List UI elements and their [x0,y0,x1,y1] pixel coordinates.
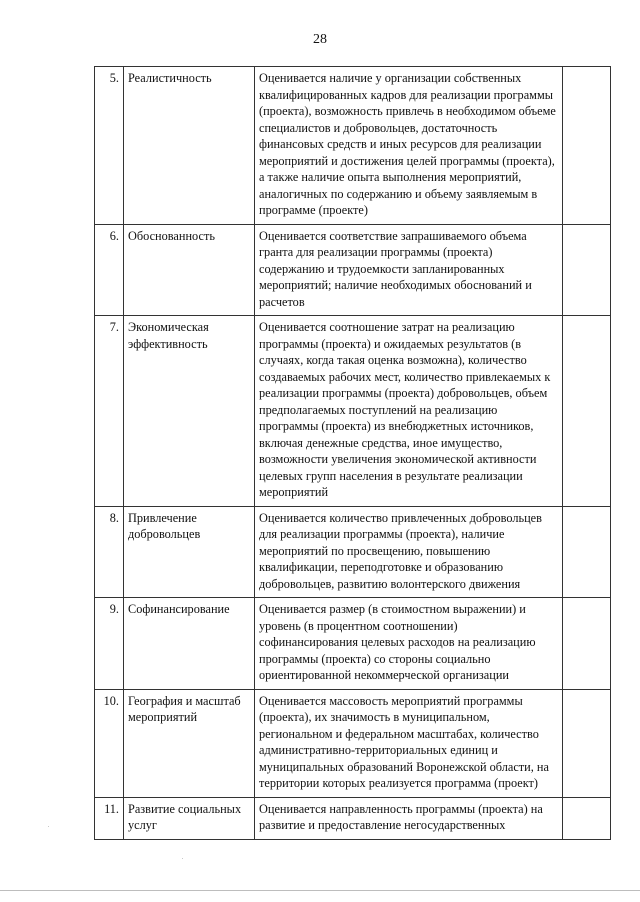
row-number: 7. [95,316,124,507]
criterion-description: Оценивается наличие у организации собственных квалифицированных кадров для реализации программы (проекта), возможность привлечь в необходимом объеме специалистов и добровольцев, достаточность финансовых средств и иных ресурсов для реализации мероприятий и достижения целей программы (проекта), а также наличие опыта выполнения мероприятий, аналогичных по содержанию и объему заявляемым в программе (проекте) [255,67,563,225]
table-row [95,598,611,690]
score-cell [563,67,611,225]
row-number: 11. [95,797,124,839]
row-number: 6. [95,224,124,316]
row-number: 10. [95,689,124,797]
scan-edge-line [0,890,640,891]
criterion-name: Обоснованность [124,224,255,316]
criterion-description: Оценивается количество привлеченных добровольцев для реализации программы (проекта), наличие мероприятий по просвещению, повышению квалификации, переподготовке и образованию добровольцев, развитию волонтерского движения [255,506,563,598]
table-row [95,67,611,225]
row-number: 8. [95,506,124,598]
page-number: 28 [313,32,327,47]
score-cell [563,316,611,507]
table-row [95,224,611,316]
criterion-description: Оценивается направленность программы (проекта) на развитие и предоставление негосударственных [255,797,563,839]
score-cell [563,598,611,690]
criterion-description: Оценивается массовость мероприятий программы (проекта), их значимость в муниципальном, региональном и федеральном масштабах, количество административно-территориальных единиц и муниципальных образований Воронежской области, на территории которых реализуется программа (проект) [255,689,563,797]
score-cell [563,689,611,797]
table-row [95,316,611,507]
criterion-name: Экономическая эффективность [124,316,255,507]
scan-speck [48,826,49,827]
criterion-name: Привлечение добровольцев [124,506,255,598]
table-row [95,797,611,839]
criteria-table [94,66,611,840]
row-number: 5. [95,67,124,225]
criterion-description: Оценивается соотношение затрат на реализацию программы (проекта) и ожидаемых результатов (в случаях, когда такая оценка возможна), количество создаваемых рабочих мест, количество привлекаемых к реализации программы (проекта) добровольцев, объем предполагаемых поступлений на реализацию программы (проекта) из внебюджетных источников, включая денежные средства, иное имущество, возможности увеличения экономической активности целевых групп населения в результате реализации мероприятий [255,316,563,507]
score-cell [563,224,611,316]
criterion-name: География и масштаб мероприятий [124,689,255,797]
score-cell [563,506,611,598]
criterion-name: Развитие социальных услуг [124,797,255,839]
table-row [95,689,611,797]
scan-speck [182,858,183,859]
criterion-description: Оценивается размер (в стоимостном выражении) и уровень (в процентном соотношении) софинансирования целевых расходов на реализацию программы (проекта) со стороны социально ориентированной некоммерческой организации [255,598,563,690]
criterion-description: Оценивается соответствие запрашиваемого объема гранта для реализации программы (проекта) содержанию и трудоемкости запланированных мероприятий; наличие необходимых обоснований и расчетов [255,224,563,316]
row-number: 9. [95,598,124,690]
criterion-name: Софинансирование [124,598,255,690]
score-cell [563,797,611,839]
table-row [95,506,611,598]
criterion-name: Реалистичность [124,67,255,225]
